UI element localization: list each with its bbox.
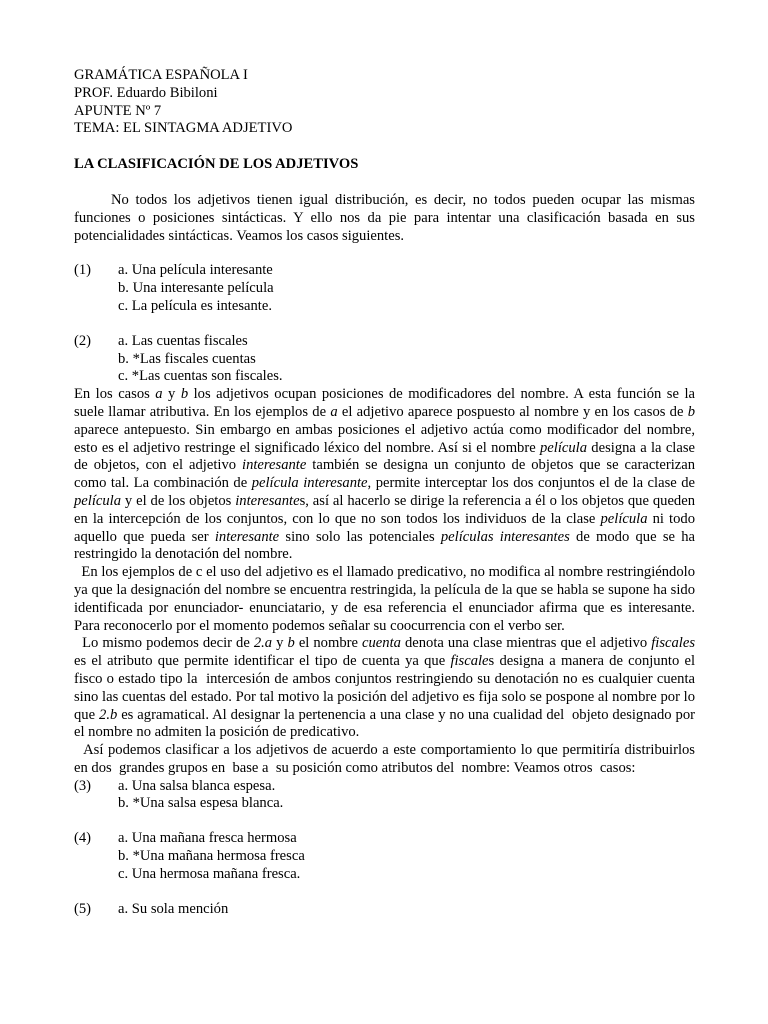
example-item: c. Una hermosa mañana fresca. <box>118 865 301 882</box>
example-item: a. Las cuentas fiscales <box>118 332 248 349</box>
example-group-3 <box>74 778 695 814</box>
example-number: (4) <box>74 830 92 847</box>
paragraph-predicative: En los ejemplos de c el uso del adjetivo es el llamado predicativo, no modifica al nombre restringiéndolo ya que la designación del nombre se encuentra restringida, la película de la que se habla se supone ha sido identificada por enunciador- enunciatario, y de esa referencia el enunciador afirma que es interesante. Para reconocerlo por el momento podemos señalar su coocurrencia con el verbo ser. <box>74 564 699 634</box>
example-group-2 <box>74 333 695 386</box>
paragraph-classification: Así podemos clasificar a los adjetivos de acuerdo a este comportamiento lo que permitiría distribuirlos en dos grandes grupos en base a su posición como atributos del nombre: Veamos otros casos: <box>74 742 699 776</box>
paragraph-fiscales: Lo mismo podemos decir de 2.a y b el nombre cuenta denota una clase mientras que el adjetivo fiscales es el atributo que permite identificar el tipo de cuenta ya que fiscales designa a manera de conjunto el fisco o estado tipo la intercesión de ambos conjuntos restringiendo su denotación no es cualquier cuenta sino las cuentas del estado. Por tal motivo la posición del adjetivo es fija solo se pospone al nombre por lo que 2.b es agramatical. Al designar la pertenencia a una clase y no una cualidad del objeto designado por el nombre no admiten la posición de predicativo. <box>74 635 699 741</box>
example-item: a. Su sola mención <box>118 900 229 917</box>
spacer <box>74 884 695 901</box>
example-item: a. Una película interesante <box>118 262 273 279</box>
topic-line: TEMA: EL SINTAGMA ADJETIVO <box>74 120 293 137</box>
spacer <box>74 245 695 262</box>
document-body <box>74 67 699 918</box>
example-item: a. Una salsa blanca espesa. <box>118 777 276 794</box>
spacer <box>74 316 695 333</box>
example-item: b. *Las fiscales cuentas <box>118 350 256 367</box>
example-item: b. *Una salsa espesa blanca. <box>118 795 284 812</box>
example-number: (3) <box>74 777 92 794</box>
intro-paragraph: No todos los adjetivos tienen igual distribución, es decir, no todos pueden ocupar las mismas funciones o posiciones sintácticas. Y ello nos da pie para intentar una clasificación basada en sus potencialidades sintácticas. Veamos los casos siguientes. <box>74 191 695 244</box>
example-number: (1) <box>74 262 92 279</box>
course-line: GRAMÁTICA ESPAÑOLA I <box>74 67 248 83</box>
example-item: c. La película es intesante. <box>118 297 272 314</box>
note-number-line: APUNTE Nº 7 <box>74 102 162 119</box>
example-item: b. Una interesante película <box>118 280 274 297</box>
example-item: a. Una mañana fresca hermosa <box>118 830 297 847</box>
professor-line: PROF. Eduardo Bibiloni <box>74 84 218 101</box>
example-number: (5) <box>74 900 92 917</box>
section-title: LA CLASIFICACIÓN DE LOS ADJETIVOS <box>74 156 359 173</box>
example-group-4 <box>74 830 695 883</box>
example-number: (2) <box>74 332 92 349</box>
paragraph-attributive: En los casos a y b los adjetivos ocupan posiciones de modificadores del nombre. A esta función se la suele llamar atributiva. En los ejemplos de a el adjetivo aparece pospuesto al nombre y en los casos de b aparece antepuesto. Sin embargo en ambas posiciones el adjetivo actúa como modificador del nombre, esto es el adjetivo restringe el significado léxico del nombre. Así si el nombre película designa a la clase de objetos, con el adjetivo interesante también se designa un conjunto de objetos que se caracterizan como tal. La combinación de película interesante, permite interceptar los dos conjuntos el de la clase de película y el de los objetos interesantes, así al hacerlo se dirige la referencia a él o los objetos que queden en la intercepción de los conjuntos, con lo que no son todos los individuos de la clase película ni todo aquello que pueda ser interesante sino solo las potenciales películas interesantes de modo que se ha restringido la denotación del nombre. <box>74 386 696 563</box>
example-group-1 <box>74 262 695 315</box>
spacer <box>74 813 695 830</box>
example-item: b. *Una mañana hermosa fresca <box>118 848 305 865</box>
example-group-5 <box>74 901 695 919</box>
example-item: c. *Las cuentas son fiscales. <box>118 368 283 385</box>
